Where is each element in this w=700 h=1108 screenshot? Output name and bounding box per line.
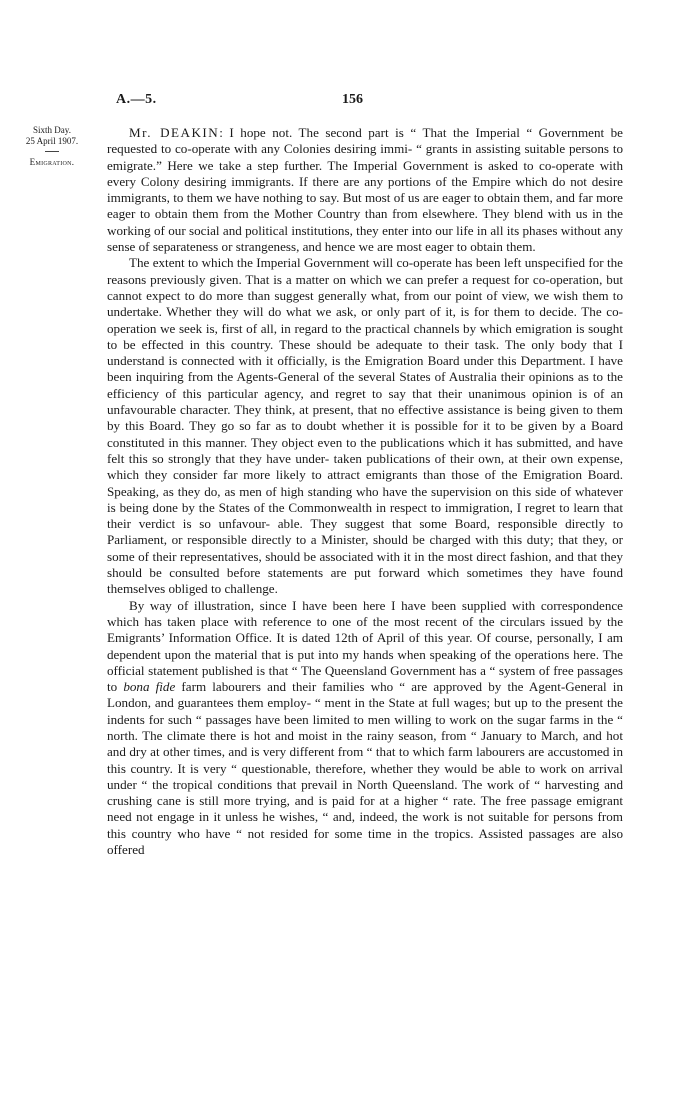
paragraph-3-text-end: farm labourers and their families who “ are approved by the Agent-General in London, and guarantees them employ- “ ment in the State at full wages; but up to the present the indents for such “ passages have been limited to men willing to work on the sugar farms in the “ north. The climate there is hot and moist in the rainy season, from “ January to March, and hot and dry at other times, and is very different from “ that to which farm labourers are accustomed in this country. It is very “ questionable, therefore, whether they would be able to work on arrival under “ the tropical conditions that prevail in North Queensland. The work of “ harvesting and crushing cane is still more trying, and is paid for at a higher “ rate. The free passage emigrant need not engage in it unless he wishes, “ and, indeed, the work is not suitable for persons from this country who have “ not resided for some time in the tropics. Assisted passages are also offered [107,679,623,858]
paragraph-2: The extent to which the Imperial Government will co-operate has been left unspecified for the reasons previously given. That is a matter on which we can prefer a request for co-operation, but cannot expect to do more than suggest generally what, from our point of view, we wish them to undertake. Whether they will do what we ask, or only part of it, is for them to decide. The co-operation we seek is, first of all, in regard to the practical channels by which emigration is sought to be effected in this country. These should be adequate to their task. The only body that I understand is connected with it officially, is the Emigration Board under this Department. I have been inquiring from the Agents-General of the several States of Australia their opinions as to the efficiency of this particular agency, and regret to say that their unanimous opinion is of an unfavourable character. They think, at present, that no effective assistance is being given to them by this Board. They go so far as to doubt whether it is possible for it to be given by a Board constituted in this manner. They object even to the publications which it has submitted, and have felt this so strongly that they have under- taken publications of their own, at their own expense, which they consider far more likely to attract emigrants than those of the Emigration Board. Speaking, as they do, as men of high standing who have the supervision on this side of whatever is being done by the States of the Commonwealth in respect to immigration, I regret to learn that their verdict is so unfavour- able. They suggest that some Board, responsible directly to Parliament, or responsible directly to a Minister, should be charged with this duty; that they, or some of their representatives, should be associated with it in the most direct fashion, and that they should be consulted before statements are put forward which sometimes they have found themselves obliged to challenge. [107,255,623,597]
margin-note-divider [45,151,59,152]
margin-note-day: Sixth Day. [33,125,71,135]
page-number: 156 [342,92,363,107]
paragraph-1-text: : I hope not. The second part is “ That the Imperial “ Government be requested to co-operate with any Colonies desiring immi- “ grants in assisting suitable persons to emigrate.” Here we take a step further. The Imperial Government is asked to co-operate with every Colony desiring immigrants. If there are any portions of the Empire which do not desire immigrants, to them we have nothing to say. But most of us are eager to obtain them, and far more eager to obtain them from the Mother Country than from elsewhere. They blend with us in the working of our social and political institutions, they enter into our life in all its phases without any sense of separateness or strangeness, and hence we are most eager to obtain them. [107,125,623,255]
document-reference: A.—5. [116,92,157,107]
paragraph-1 [107,125,623,255]
margin-note-date: 25 April 1907. [25,136,79,146]
body-text [107,125,623,858]
italic-phrase: bona fide [123,679,176,695]
paragraph-3-text-start: By way of illustration, since I have been here I have been supplied with correspondence which has taken place with reference to one of the most recent of the circulars issued by the Emigrants’ Information Office. It is dated 12th of April of this year. Of course, personally, I am dependent upon the material that is put into my hands when speaking of the operations here. The official statement published is that “ The Queensland Government has a “ system of free passages to [107,597,623,695]
margin-note [12,125,92,168]
paragraph-3 [107,598,623,859]
margin-note-topic: Emigration. [29,157,75,167]
speaker-name: Mr. DEAKIN [129,125,220,140]
